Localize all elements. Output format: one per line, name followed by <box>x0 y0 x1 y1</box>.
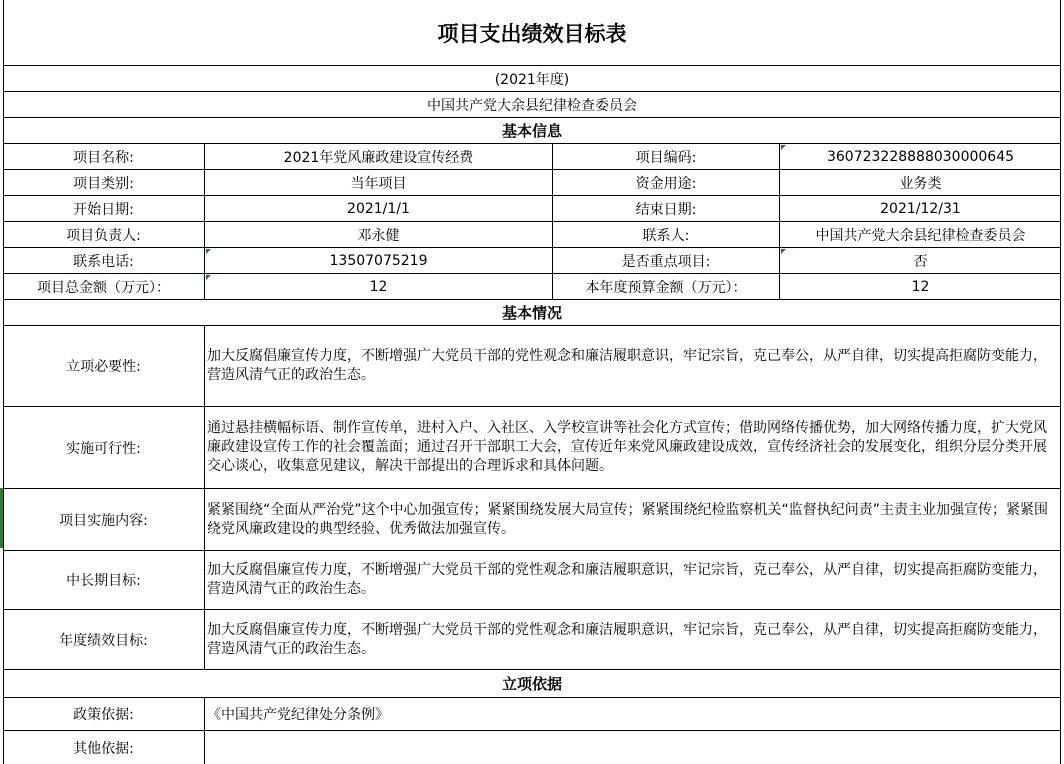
other-basis-value[interactable] <box>205 731 1061 764</box>
other-basis-label[interactable]: 其他依据: <box>3 731 205 764</box>
contact-person-value[interactable]: 中国共产党大余县纪律检查委员会 <box>815 227 1026 244</box>
content-row <box>3 489 1061 551</box>
feasibility-text[interactable]: 通过悬挂横幅标语、制作宣传单，进村入户、入社区、入学校宣讲等社会化方式宣传；借助网络传播优势，加大网络传播力度，扩大党风廉政建设宣传工作的社会覆盖面；通过召开干部职工大会，宣传近年来党风廉政建设成效，宣传经济社会的发展变化，组织分层分类开展交心谈心，收集意见建议，解决干部提出的合理诉求和具体问题。 <box>207 420 1047 474</box>
content-text[interactable]: 紧紧围绕“全面从严治党”这个中心加强宣传；紧紧围绕发展大局宣传；紧紧围绕纪检监察机关“监督执纪问责”主责主业加强宣传；紧紧围绕党风廉政建设的典型经验、优秀做法加强宣传。 <box>207 501 1049 537</box>
other-row <box>3 731 1061 764</box>
fund-use-value[interactable]: 业务类 <box>899 175 942 192</box>
feasibility-label[interactable]: 实施可行性: <box>3 407 205 488</box>
phone-label[interactable]: 联系电话: <box>3 248 205 273</box>
organization-name[interactable]: 中国共产党大余县纪律检查委员会 <box>427 97 637 114</box>
cell-marker-icon <box>781 145 786 150</box>
policy-basis-value[interactable]: 《中国共产党纪律处分条例》 <box>207 707 389 723</box>
info-row-type <box>3 170 1061 196</box>
fund-use-label[interactable]: 资金用途: <box>553 170 780 195</box>
section-basis[interactable]: 立项依据 <box>501 675 562 693</box>
section-basic-situation[interactable]: 基本情况 <box>501 304 562 322</box>
annual-row <box>3 610 1061 670</box>
title-row <box>3 0 1061 66</box>
content-label[interactable]: 项目实施内容: <box>3 489 205 550</box>
year-row <box>3 66 1061 92</box>
end-date-label[interactable]: 结束日期: <box>553 196 780 221</box>
cell-marker-icon <box>781 249 786 254</box>
phone-value[interactable]: 13507075219 <box>205 248 553 273</box>
necessity-row <box>3 326 1061 407</box>
annual-budget-value[interactable]: 12 <box>911 278 930 295</box>
midlong-row <box>3 551 1061 610</box>
policy-row <box>3 698 1061 731</box>
project-code-label[interactable]: 项目编码: <box>553 144 780 169</box>
sheet-left-border <box>3 0 4 764</box>
cell-marker-icon <box>206 275 211 280</box>
start-date-label[interactable]: 开始日期: <box>3 196 205 221</box>
row-selection-indicator <box>0 488 3 548</box>
necessity-label[interactable]: 立项必要性: <box>3 326 205 406</box>
key-project-label[interactable]: 是否重点项目: <box>553 248 780 273</box>
project-leader-label[interactable]: 项目负责人: <box>3 222 205 247</box>
section-basic-info[interactable]: 基本信息 <box>501 122 562 140</box>
necessity-text[interactable]: 加大反腐倡廉宣传力度，不断增强广大党员干部的党性观念和廉洁履职意识，牢记宗旨，克己奉公，从严自律，切实提高拒腐防变能力，营造风清气正的政治生态。 <box>207 348 1047 383</box>
info-row-people <box>3 222 1061 248</box>
project-name-value[interactable]: 2021年党风廉政建设宣传经费 <box>205 144 553 169</box>
end-date-value[interactable]: 2021/12/31 <box>880 200 961 217</box>
org-row <box>3 92 1061 118</box>
total-amount-value[interactable]: 12 <box>205 274 553 299</box>
situation-header-row <box>3 300 1061 326</box>
cell-marker-icon <box>206 249 211 254</box>
project-type-value[interactable]: 当年项目 <box>205 170 553 195</box>
start-date-value[interactable]: 2021/1/1 <box>205 196 553 221</box>
info-row-amount <box>3 274 1061 300</box>
midlong-goal-label[interactable]: 中长期目标: <box>3 551 205 609</box>
info-row-name <box>3 144 1061 170</box>
basic-info-header-row <box>3 118 1061 144</box>
sheet-right-border <box>1060 0 1061 764</box>
feasibility-row <box>3 407 1061 489</box>
contact-person-label[interactable]: 联系人: <box>553 222 780 247</box>
project-leader-value[interactable]: 邓永健 <box>205 222 553 247</box>
annual-goal-label[interactable]: 年度绩效目标: <box>3 610 205 669</box>
key-project-value[interactable]: 否 <box>913 253 928 270</box>
project-code-value[interactable]: 360723228888030000645 <box>826 148 1015 165</box>
midlong-goal-text[interactable]: 加大反腐倡廉宣传力度，不断增强广大党员干部的党性观念和廉洁履职意识，牢记宗旨，克己奉公，从严自律，切实提高拒腐防变能力，营造风清气正的政治生态。 <box>207 562 1047 597</box>
total-amount-label[interactable]: 项目总金额（万元）： <box>3 274 205 299</box>
basis-header-row <box>3 670 1061 698</box>
annual-goal-text[interactable]: 加大反腐倡廉宣传力度，不断增强广大党员干部的党性观念和廉洁履职意识，牢记宗旨，克己奉公，从严自律，切实提高拒腐防变能力，营造风清气正的政治生态。 <box>207 621 1047 657</box>
info-row-dates <box>3 196 1061 222</box>
policy-basis-label[interactable]: 政策依据: <box>3 698 205 730</box>
fiscal-year[interactable]: (2021年度) <box>494 71 570 88</box>
project-type-label[interactable]: 项目类别: <box>3 170 205 195</box>
project-name-label[interactable]: 项目名称: <box>3 144 205 169</box>
annual-budget-label[interactable]: 本年度预算金额（万元）： <box>553 274 780 299</box>
info-row-phone <box>3 248 1061 274</box>
sheet-title[interactable]: 项目支出绩效目标表 <box>437 21 627 46</box>
